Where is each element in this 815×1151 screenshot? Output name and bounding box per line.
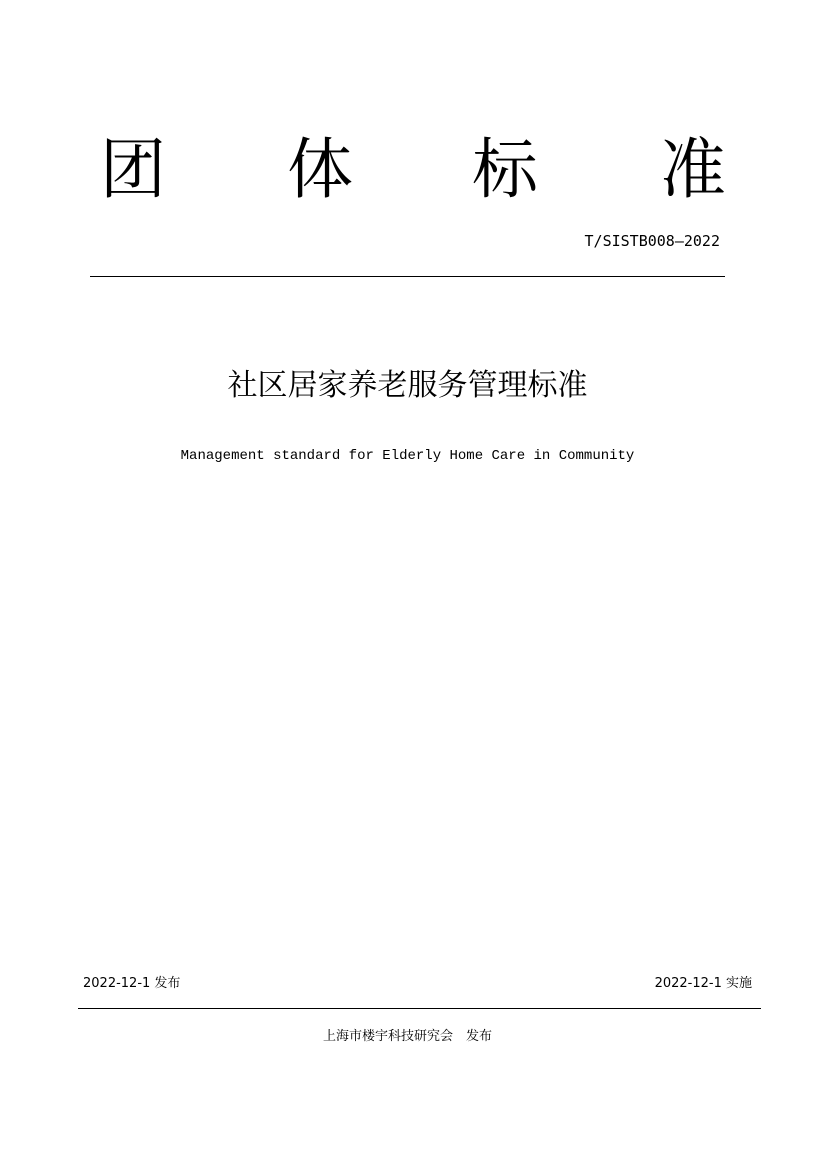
header-char-biao: 标 (472, 131, 538, 208)
header-char-tuan: 团 (100, 131, 166, 208)
top-divider (90, 276, 725, 277)
implementation-date: 2022-12-1 实施 (654, 976, 752, 991)
header-char-ti: 体 (287, 131, 353, 208)
publisher: 上海市楼宇科技研究会 发布 (322, 1029, 492, 1044)
title-chinese: 社区居家养老服务管理标准 (227, 368, 588, 403)
title-english: Management standard for Elderly Home Care in Community (180, 448, 635, 464)
header-char-zhun: 准 (660, 131, 726, 208)
standard-number: T/SISTB008—2022 (584, 232, 720, 250)
bottom-divider (78, 1008, 761, 1009)
release-date: 2022-12-1 发布 (83, 976, 181, 991)
